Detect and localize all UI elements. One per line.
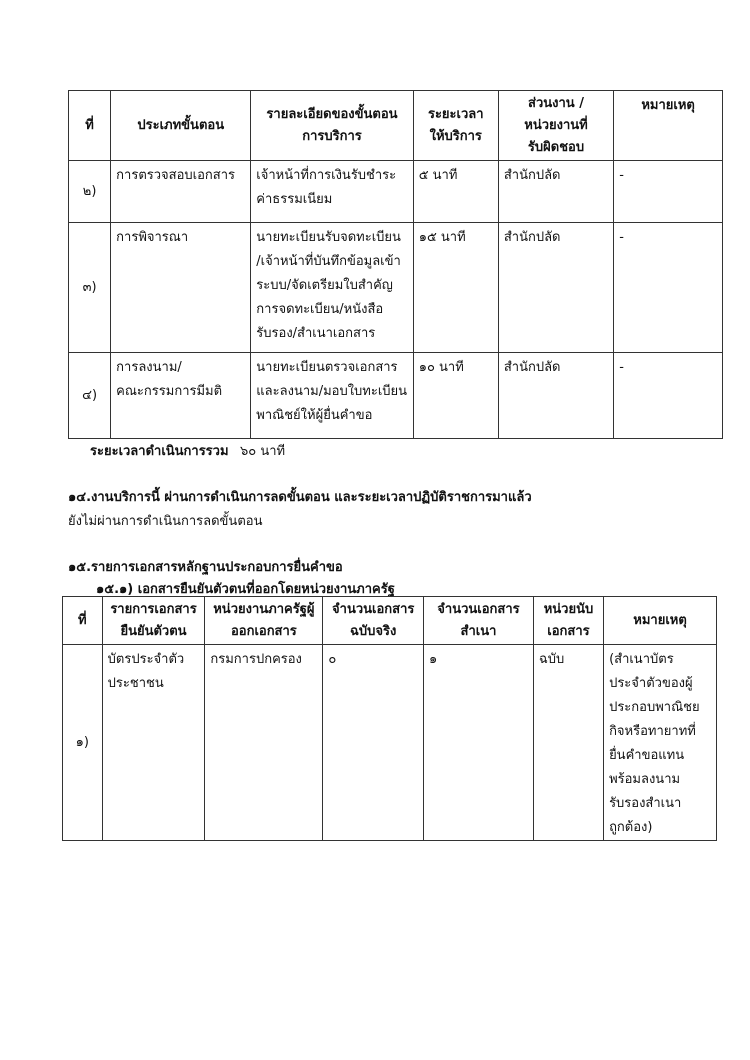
step-type: การพิจารณา bbox=[116, 230, 189, 245]
total-time-label: ระยะเวลาดำเนินการรวม bbox=[90, 444, 229, 459]
step-detail: พาณิชย์ให้ผู้ยื่นคำขอ bbox=[256, 408, 373, 423]
step-number: ๒) bbox=[82, 183, 97, 199]
doc-agency: กรมการปกครอง bbox=[210, 652, 302, 667]
header-text: ส่วนงาน / bbox=[528, 95, 584, 111]
header-text: ที่ bbox=[78, 612, 87, 628]
step-type-cell bbox=[111, 223, 251, 353]
header-text: หน่วยงานที่ bbox=[524, 117, 588, 133]
col-no-header bbox=[63, 597, 103, 645]
header-text: ระยะเวลา bbox=[427, 106, 484, 122]
step-type-cell bbox=[111, 353, 251, 439]
table-row bbox=[69, 353, 723, 439]
table-header-row bbox=[69, 91, 723, 161]
step-note-cell bbox=[614, 161, 723, 223]
doc-copy-count-cell bbox=[424, 645, 534, 841]
header-text: รายการเอกสาร bbox=[110, 601, 197, 617]
header-text: หน่วยนับ bbox=[543, 601, 594, 617]
table-header-row bbox=[63, 597, 717, 645]
doc-note: พร้อมลงนาม bbox=[609, 772, 681, 787]
doc-note: ยื่นคำขอแทน bbox=[609, 748, 685, 763]
col-orig-header bbox=[323, 597, 424, 645]
doc-number: ๑) bbox=[75, 734, 89, 750]
step-type-cell bbox=[111, 161, 251, 223]
header-text: ยืนยันตัวตน bbox=[120, 623, 187, 639]
doc-copy-count: ๑ bbox=[429, 652, 438, 667]
total-time-value: ๖๐ นาที bbox=[240, 444, 286, 459]
step-detail: ค่าธรรมเนียม bbox=[256, 192, 333, 207]
table-row bbox=[69, 223, 723, 353]
col-agency-header bbox=[205, 597, 323, 645]
step-time: ๑๐ นาที bbox=[418, 360, 464, 375]
header-text: ให้บริการ bbox=[429, 128, 482, 144]
doc-note: ถูกต้อง) bbox=[609, 820, 653, 835]
col-no-header bbox=[69, 91, 111, 161]
step-note: - bbox=[619, 230, 624, 245]
header-text: ออกเอกสาร bbox=[230, 623, 297, 639]
header-text: รับผิดชอบ bbox=[527, 139, 585, 155]
doc-name-cell bbox=[102, 645, 205, 841]
step-number: ๓) bbox=[82, 279, 97, 295]
step-note-cell bbox=[614, 223, 723, 353]
step-detail-cell bbox=[251, 353, 413, 439]
step-detail: นายทะเบียนรับจดทะเบียน bbox=[256, 230, 401, 245]
header-text: รายละเอียดของขั้นตอน bbox=[266, 106, 398, 122]
step-number: ๔) bbox=[82, 387, 98, 403]
doc-original-count-cell bbox=[323, 645, 424, 841]
step-note: - bbox=[619, 168, 624, 183]
doc-name: ประชาชน bbox=[107, 676, 164, 691]
step-unit: สำนักปลัด bbox=[503, 360, 561, 375]
step-detail: /เจ้าหน้าที่บันทึกข้อมูลเข้า bbox=[256, 254, 401, 269]
header-text: หมายเหตุ bbox=[633, 612, 687, 628]
step-detail-cell bbox=[251, 161, 413, 223]
col-type-header bbox=[111, 91, 251, 161]
header-text: เอกสาร bbox=[547, 623, 590, 639]
doc-note: (สำเนาบัตร bbox=[609, 652, 674, 667]
table-row bbox=[69, 161, 723, 223]
step-unit: สำนักปลัด bbox=[503, 230, 561, 245]
step-time: ๕ นาที bbox=[418, 168, 458, 183]
doc-original-count: ๐ bbox=[328, 652, 337, 667]
step-detail: และลงนาม/มอบใบทะเบียน bbox=[256, 384, 408, 399]
step-number-cell bbox=[69, 223, 111, 353]
col-unit-header bbox=[498, 91, 613, 161]
header-text: หน่วยงานภาครัฐผู้ bbox=[213, 601, 315, 617]
doc-agency-cell bbox=[205, 645, 323, 841]
doc-name: บัตรประจำตัว bbox=[107, 652, 185, 667]
header-text: สำเนา bbox=[460, 623, 497, 639]
header-text: ที่ bbox=[85, 117, 94, 133]
doc-unit-cell bbox=[533, 645, 603, 841]
step-type: คณะกรรมการมีมติ bbox=[116, 384, 223, 399]
doc-unit: ฉบับ bbox=[538, 652, 565, 667]
header-text: ประเภทขั้นตอน bbox=[137, 117, 225, 133]
process-steps-table bbox=[68, 90, 723, 439]
step-unit-cell bbox=[498, 223, 613, 353]
header-text: ฉบับจริง bbox=[350, 623, 397, 639]
doc-note: ประจำตัวของผู้ bbox=[609, 676, 693, 691]
doc-number-cell bbox=[63, 645, 103, 841]
step-time: ๑๕ นาที bbox=[418, 230, 466, 245]
step-note: - bbox=[619, 360, 624, 375]
col-copy-header bbox=[424, 597, 534, 645]
step-unit: สำนักปลัด bbox=[503, 168, 561, 183]
step-detail: รับรอง/สำเนาเอกสาร bbox=[256, 326, 376, 341]
doc-note: ประกอบพาณิชย bbox=[609, 700, 700, 715]
step-time-cell bbox=[413, 161, 498, 223]
doc-note: รับรองสำเนา bbox=[609, 796, 682, 811]
step-detail: เจ้าหน้าที่การเงินรับชำระ bbox=[256, 168, 397, 183]
step-detail: นายทะเบียนตรวจเอกสาร bbox=[256, 360, 398, 375]
step-time-cell bbox=[413, 353, 498, 439]
step-type: การตรวจสอบเอกสาร bbox=[116, 168, 235, 183]
header-text: การบริการ bbox=[302, 128, 362, 144]
step-note-cell bbox=[614, 353, 723, 439]
header-text: จำนวนเอกสาร bbox=[332, 601, 415, 617]
header-text: หมายเหตุ bbox=[641, 98, 695, 113]
doc-note-cell bbox=[604, 645, 717, 841]
step-number-cell bbox=[69, 161, 111, 223]
col-unit-header bbox=[533, 597, 603, 645]
step-time-cell bbox=[413, 223, 498, 353]
doc-note: กิจหรือทายาทที่ bbox=[609, 724, 696, 739]
table-row bbox=[63, 645, 717, 841]
section15-sub-heading: ๑๕.๑) เอกสารยืนยันตัวตนที่ออกโดยหน่วยงานภาครัฐ bbox=[96, 582, 395, 597]
step-detail: การจดทะเบียน/หนังสือ bbox=[256, 302, 384, 317]
section14-heading: ๑๔.งานบริการนี้ ผ่านการดำเนินการลดขั้นตอน และระยะเวลาปฏิบัติราชการมาแล้ว bbox=[68, 490, 532, 505]
col-detail-header bbox=[251, 91, 413, 161]
col-time-header bbox=[413, 91, 498, 161]
step-number-cell bbox=[69, 353, 111, 439]
step-type: การลงนาม/ bbox=[116, 360, 182, 375]
header-text: จำนวนเอกสาร bbox=[437, 601, 520, 617]
step-unit-cell bbox=[498, 353, 613, 439]
col-note-header bbox=[614, 91, 723, 161]
step-detail-cell bbox=[251, 223, 413, 353]
col-doc-header bbox=[102, 597, 205, 645]
documents-table bbox=[62, 596, 717, 841]
step-unit-cell bbox=[498, 161, 613, 223]
col-note-header bbox=[604, 597, 717, 645]
section15-heading: ๑๕.รายการเอกสารหลักฐานประกอบการยื่นคำขอ bbox=[68, 560, 343, 575]
step-detail: ระบบ/จัดเตรียมใบสำคัญ bbox=[256, 278, 393, 293]
section14-text: ยังไม่ผ่านการดำเนินการลดขั้นตอน bbox=[68, 514, 263, 529]
